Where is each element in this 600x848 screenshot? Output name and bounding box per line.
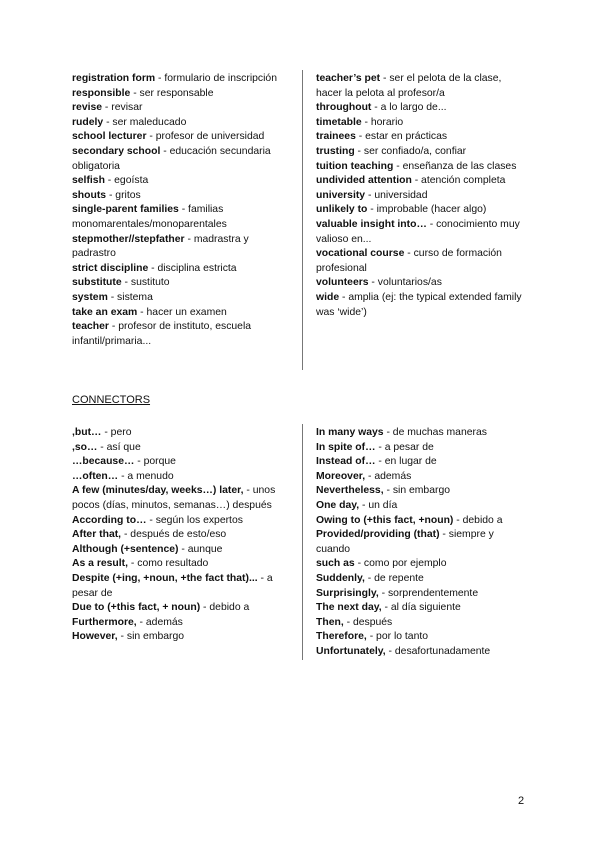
glossary-entry — [72, 320, 290, 349]
entry-definition: - debido a — [200, 602, 250, 614]
entry-definition: - unos pocos (días, minutos, semanas…) después — [72, 485, 276, 511]
glossary-entry — [72, 470, 290, 485]
entry-term: revise — [72, 102, 103, 114]
entry-term: However, — [72, 631, 118, 643]
glossary-entry — [316, 557, 528, 572]
entry-definition: - formulario de inscripción — [155, 73, 277, 84]
entry-term: In spite of… — [316, 441, 376, 453]
entry-term: school lecturer — [72, 131, 147, 143]
glossary-entry — [72, 528, 290, 543]
entry-term: trainees — [316, 131, 356, 143]
entry-term: such as — [316, 558, 355, 570]
entry-definition: - sorprendentemente — [378, 587, 479, 599]
glossary-entry — [72, 543, 290, 558]
entry-definition: - hacer un examen — [137, 306, 227, 318]
glossary-entry — [316, 218, 528, 247]
glossary-entry — [316, 130, 528, 145]
glossary-entry — [72, 514, 290, 529]
entry-term: Owing to (+this fact, +noun) — [316, 514, 454, 526]
glossary-entry — [316, 601, 528, 616]
glossary-entry — [72, 306, 290, 321]
entry-term: university — [316, 189, 366, 201]
entry-definition: - según los expertos — [146, 514, 243, 526]
entry-definition: - ser confiado/a, confiar — [354, 145, 467, 157]
entry-definition: - así que — [97, 441, 141, 453]
entry-definition: - egoísta — [104, 175, 149, 187]
glossary-entry — [316, 426, 528, 441]
entry-term: The next day, — [316, 602, 382, 614]
glossary-entry — [72, 291, 290, 306]
entry-definition: - horario — [361, 116, 404, 128]
entry-term: trusting — [316, 145, 355, 157]
glossary-entry — [316, 116, 528, 131]
entry-definition: - como por ejemplo — [354, 558, 447, 570]
entry-definition: - improbable (hacer algo) — [367, 204, 487, 216]
glossary-entry — [316, 276, 528, 291]
entry-term: teacher’s pet — [316, 73, 381, 84]
glossary-entry — [72, 116, 290, 131]
entry-term: rudely — [72, 116, 104, 128]
entry-definition: - profesor de universidad — [146, 131, 265, 143]
entry-definition: - ser responsable — [130, 87, 214, 99]
entry-term: Surprisingly, — [316, 587, 379, 599]
entry-term: undivided attention — [316, 175, 412, 187]
entry-term: As a result, — [72, 558, 129, 570]
entry-definition: - revisar — [102, 102, 143, 114]
glossary-entry — [316, 72, 528, 101]
entry-term: throughout — [316, 102, 372, 114]
entry-term: Therefore, — [316, 631, 367, 643]
entry-term: ,so… — [72, 441, 98, 453]
entry-definition: - a pesar de — [375, 441, 434, 453]
glossary-entry — [72, 441, 290, 456]
entry-definition: - sistema — [107, 291, 153, 303]
entry-definition: - después — [343, 616, 393, 628]
glossary-entry — [72, 601, 290, 616]
glossary-entry — [72, 262, 290, 277]
entry-term: timetable — [316, 116, 362, 128]
entry-term: In many ways — [316, 427, 384, 438]
entry-term: registration form — [72, 73, 156, 84]
entry-definition: - un día — [359, 499, 398, 511]
entry-definition: - debido a — [453, 514, 503, 526]
entry-definition: - disciplina estricta — [148, 262, 237, 274]
entry-definition: - curso de formación profesional — [316, 248, 502, 274]
glossary-entry — [316, 441, 528, 456]
entry-term: shouts — [72, 189, 107, 201]
entry-definition: - amplia (ej: the typical extended family was ‘wide’) — [316, 291, 522, 318]
glossary-entry — [72, 72, 290, 87]
entry-definition: - universidad — [365, 189, 428, 201]
entry-term: take an exam — [72, 306, 138, 318]
glossary-entry — [316, 587, 528, 602]
glossary-entry — [72, 174, 290, 189]
glossary-entry — [316, 101, 528, 116]
entry-term: …because… — [72, 456, 135, 468]
glossary-entry — [72, 101, 290, 116]
entry-term: A few (minutes/day, weeks…) later, — [72, 485, 244, 497]
entry-term: responsible — [72, 87, 131, 99]
entry-definition: - a pesar de — [72, 572, 273, 599]
glossary-entry — [316, 174, 528, 189]
entry-term: Moreover, — [316, 470, 366, 482]
glossary-entry — [316, 499, 528, 514]
entry-definition: - familias monomarentales/monoparentales — [72, 204, 227, 230]
entry-term: Furthermore, — [72, 616, 137, 628]
glossary-entry — [72, 233, 290, 262]
glossary-entry — [72, 557, 290, 572]
entry-definition: - ser el pelota de la clase, hacer la pelota al profesor/a — [316, 73, 502, 99]
glossary-entry — [72, 484, 290, 513]
entry-term: Unfortunately, — [316, 645, 386, 657]
glossary-entry — [72, 145, 290, 174]
entry-term: One day, — [316, 499, 360, 511]
entry-definition: - después de esto/eso — [121, 529, 227, 541]
glossary-entry — [316, 291, 528, 320]
glossary-entry — [316, 203, 528, 218]
entry-term: selfish — [72, 175, 105, 187]
column-divider-top — [302, 70, 303, 370]
connectors-left-column — [72, 426, 290, 645]
entry-term: unlikely to — [316, 204, 368, 216]
entry-definition: - de muchas maneras — [383, 427, 487, 438]
entry-definition: - educación secundaria obligatoria — [72, 145, 271, 172]
entry-definition: - atención completa — [411, 175, 506, 187]
entry-definition: - como resultado — [128, 558, 209, 570]
entry-term: Due to (+this fact, + noun) — [72, 602, 201, 614]
entry-definition: - sin embargo — [383, 485, 451, 497]
entry-definition: - voluntarios/as — [368, 277, 442, 289]
entry-term: stepmother//stepfather — [72, 233, 185, 245]
entry-term: vocational course — [316, 248, 405, 260]
glossary-entry — [72, 130, 290, 145]
entry-definition: - gritos — [106, 189, 141, 201]
entry-definition: - a menudo — [118, 470, 174, 482]
entry-definition: - de repente — [364, 572, 424, 584]
glossary-entry — [72, 276, 290, 291]
entry-definition: - además — [365, 470, 412, 482]
glossary-entry — [316, 514, 528, 529]
entry-term: tuition teaching — [316, 160, 394, 172]
entry-term: substitute — [72, 277, 122, 289]
entry-definition: - a lo largo de... — [371, 102, 447, 114]
glossary-entry — [316, 160, 528, 175]
entry-definition: - desafortunadamente — [385, 645, 491, 657]
glossary-entry — [316, 616, 528, 631]
page-number: 2 — [518, 795, 525, 807]
connectors-right-column — [316, 426, 528, 660]
glossary-entry — [316, 645, 528, 660]
vocabulary-left-column — [72, 72, 290, 349]
glossary-entry — [316, 630, 528, 645]
entry-definition: - por lo tanto — [366, 631, 429, 643]
entry-term: teacher — [72, 321, 109, 333]
connectors-heading: CONNECTORS — [72, 394, 151, 406]
glossary-entry — [72, 189, 290, 204]
glossary-entry — [316, 470, 528, 485]
entry-term: volunteers — [316, 277, 369, 289]
entry-term: Then, — [316, 616, 344, 628]
entry-definition: - pero — [101, 427, 132, 438]
entry-term: single-parent families — [72, 204, 179, 216]
entry-term: secondary school — [72, 145, 161, 157]
entry-definition: - sin embargo — [117, 631, 185, 643]
entry-definition: - además — [136, 616, 183, 628]
entry-term: According to… — [72, 514, 147, 526]
entry-term: Provided/providing (that) — [316, 529, 440, 541]
entry-definition: - porque — [134, 456, 176, 468]
entry-definition: - siempre y cuando — [316, 529, 494, 555]
entry-term: Although (+sentence) — [72, 543, 179, 555]
glossary-entry — [316, 455, 528, 470]
entry-definition: - al día siguiente — [381, 602, 461, 614]
entry-definition: - madrastra y padrastro — [72, 233, 249, 260]
glossary-entry — [72, 616, 290, 631]
entry-term: After that, — [72, 529, 122, 541]
glossary-entry — [72, 87, 290, 102]
entry-term: Suddenly, — [316, 572, 365, 584]
entry-definition: - sustituto — [121, 277, 170, 289]
glossary-entry — [72, 426, 290, 441]
glossary-entry — [72, 203, 290, 232]
entry-term: …often… — [72, 470, 119, 482]
glossary-entry — [72, 630, 290, 645]
entry-definition: - estar en prácticas — [355, 131, 448, 143]
entry-term: Instead of… — [316, 456, 376, 468]
glossary-entry — [316, 247, 528, 276]
entry-definition: - en lugar de — [375, 456, 437, 468]
glossary-entry — [72, 455, 290, 470]
glossary-entry — [72, 572, 290, 601]
entry-definition: - aunque — [178, 543, 223, 555]
glossary-entry — [316, 528, 528, 557]
vocabulary-right-column — [316, 72, 528, 320]
entry-term: Nevertheless, — [316, 485, 384, 497]
entry-term: Despite (+ing, +noun, +the fact that)... — [72, 572, 258, 584]
entry-definition: - conocimiento muy valioso en... — [316, 218, 520, 245]
entry-term: valuable insight into… — [316, 218, 427, 230]
glossary-entry — [316, 484, 528, 499]
column-divider-bottom — [302, 424, 303, 660]
glossary-entry — [316, 189, 528, 204]
glossary-entry — [316, 145, 528, 160]
entry-definition: - enseñanza de las clases — [393, 160, 517, 172]
entry-term: system — [72, 291, 108, 303]
entry-definition: - profesor de instituto, escuela infantil/primaria... — [72, 321, 252, 347]
entry-term: wide — [316, 291, 340, 303]
entry-definition: - ser maleducado — [103, 116, 187, 128]
entry-term: ,but… — [72, 427, 102, 438]
glossary-entry — [316, 572, 528, 587]
entry-term: strict discipline — [72, 262, 149, 274]
